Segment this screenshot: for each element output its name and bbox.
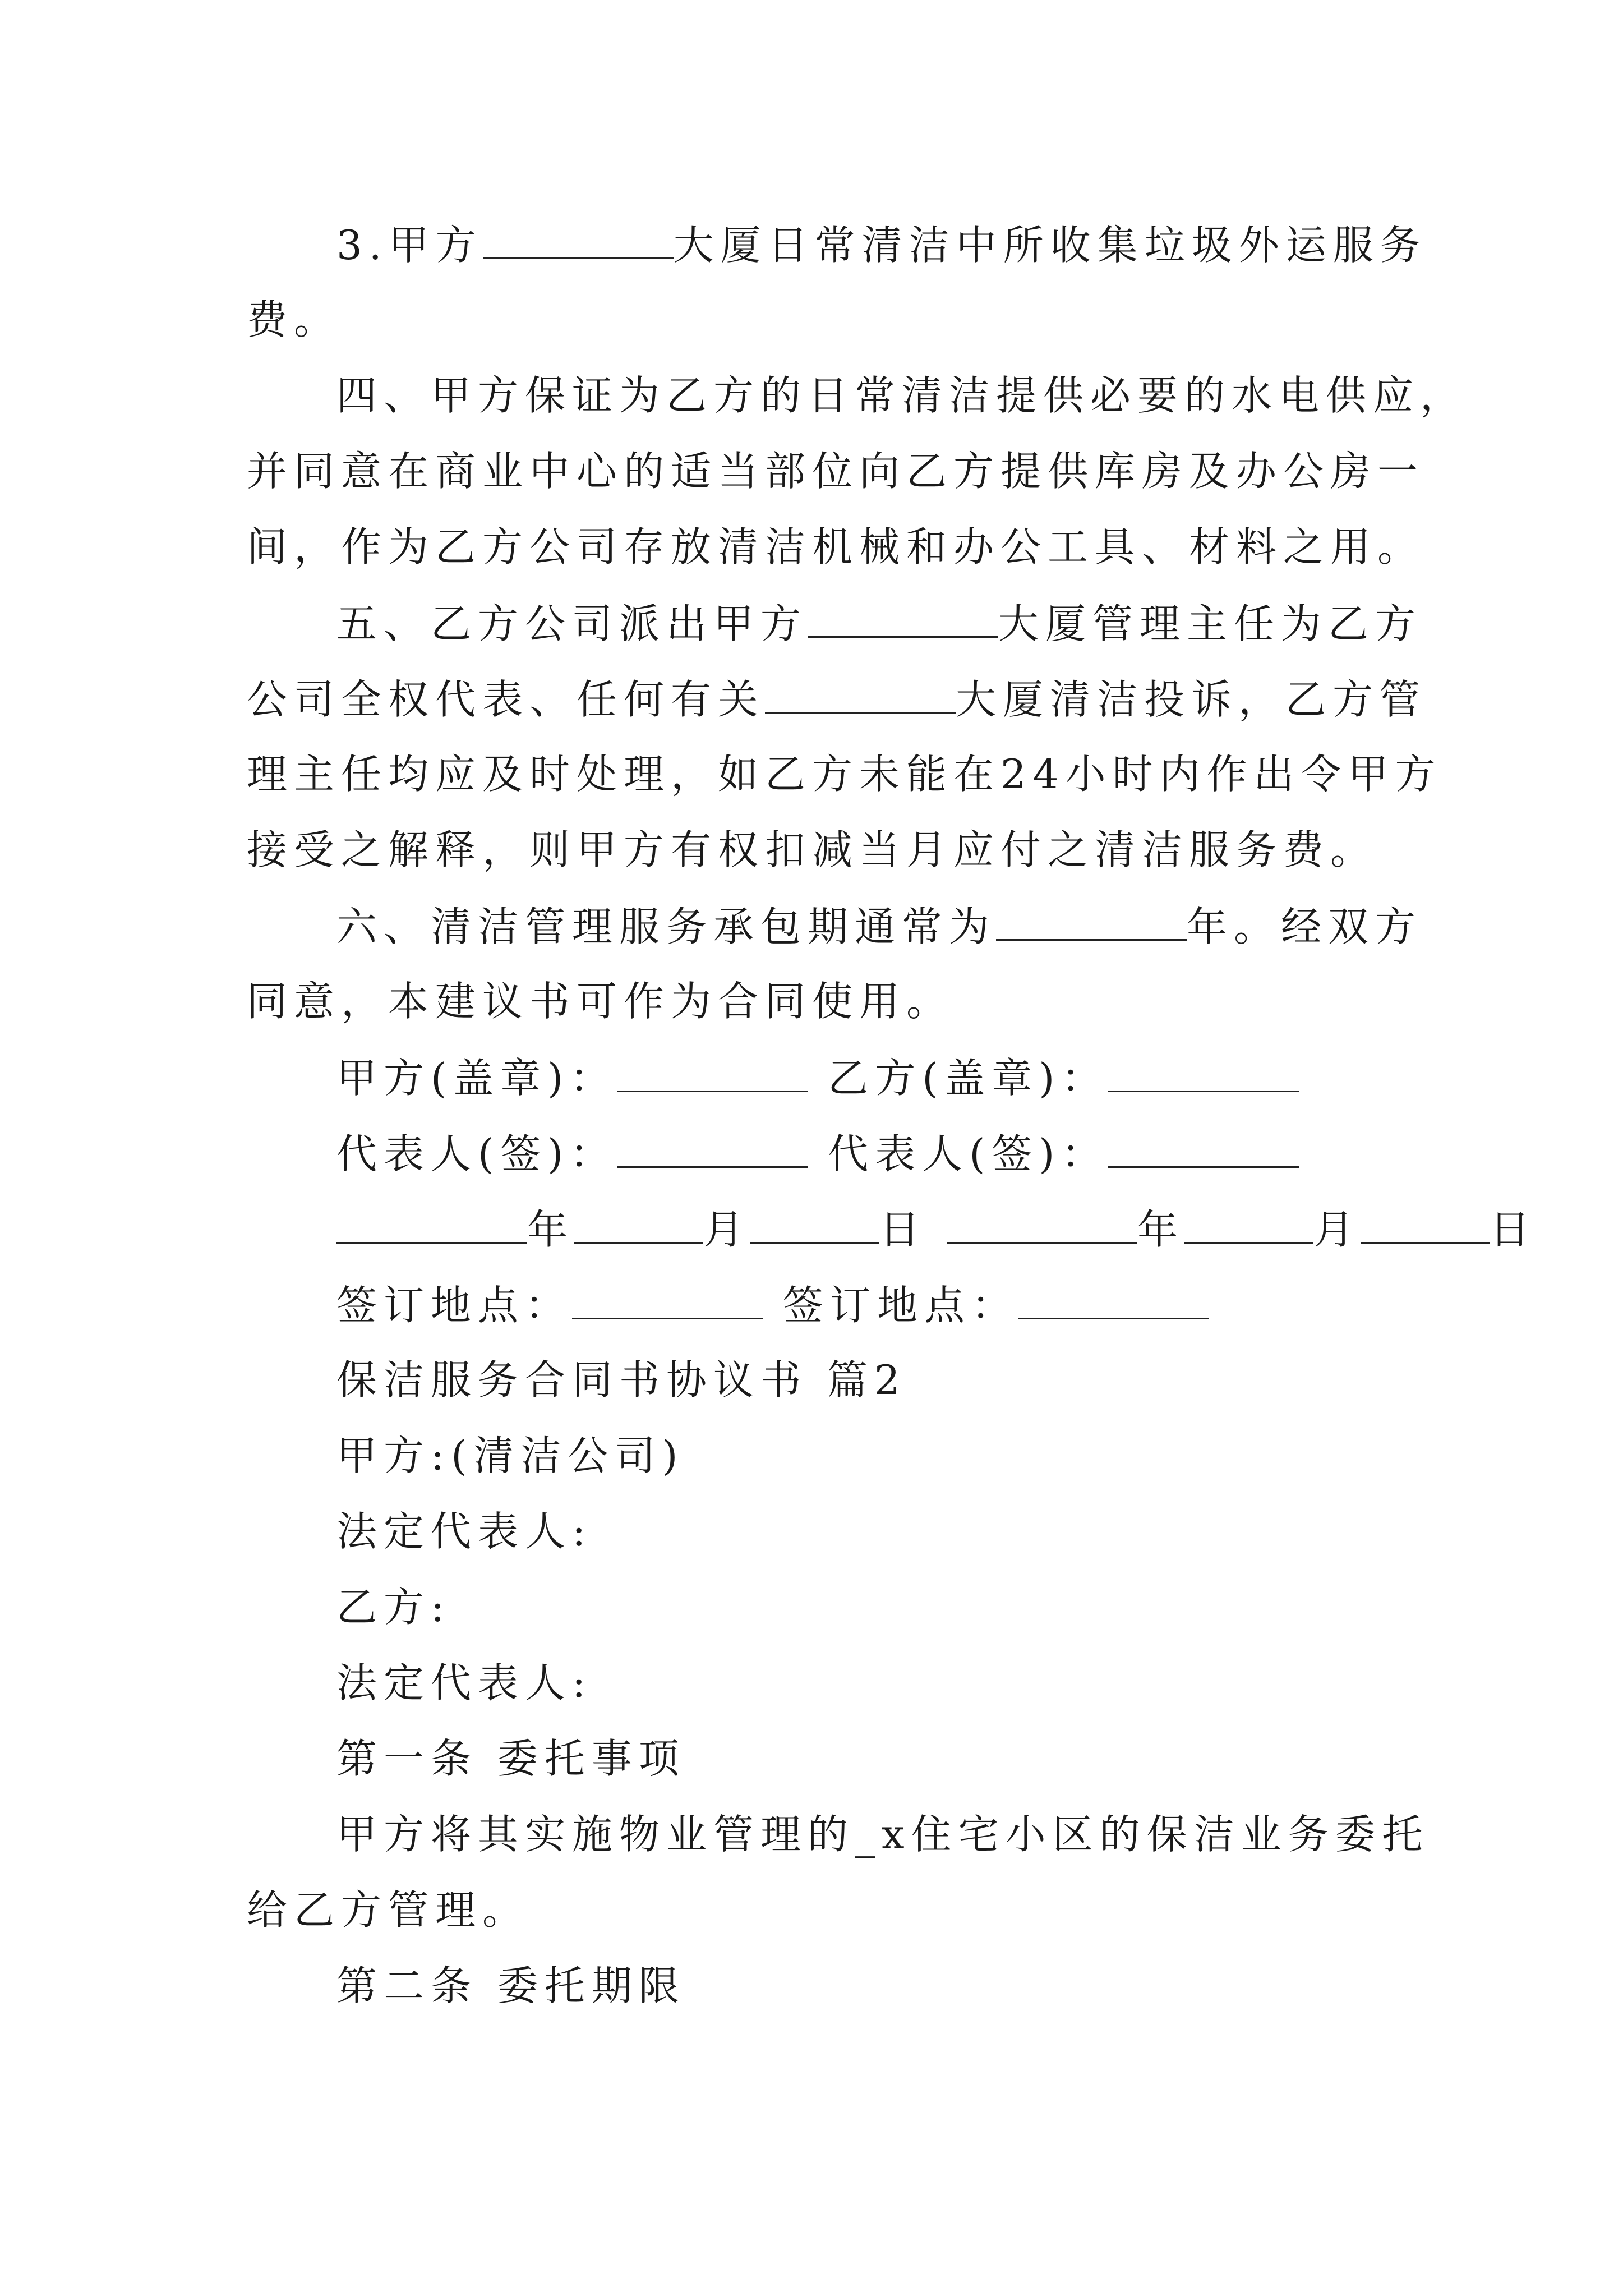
clause-3-line xyxy=(336,222,1427,268)
clause-3-text: 大厦日常清洁中所收集垃圾外运服务 xyxy=(673,222,1427,269)
article-1-line-1: 甲方将其实施物业管理的_x住宅小区的保洁业务委托 xyxy=(336,1811,1430,1858)
clause-6-prefix: 六、清洁管理服务承包期通常为 xyxy=(336,903,997,950)
blank-field xyxy=(765,676,956,714)
party-b-name: 乙方: xyxy=(336,1584,451,1631)
party-a-legal-rep: 法定代表人: xyxy=(336,1508,593,1555)
party-a-seal-label: 甲方(盖章)： xyxy=(336,1055,617,1102)
blank-field xyxy=(483,222,674,259)
blank-field xyxy=(336,1206,527,1244)
clause-5-line-3: 理主任均应及时处理，如乙方未能在24小时内作出令甲方 xyxy=(247,751,1442,798)
clause-5-line-2-prefix: 公司全权代表、任何有关 xyxy=(247,676,766,723)
blank-field xyxy=(808,600,998,638)
month-label: 月 xyxy=(703,1206,751,1253)
blank-field xyxy=(1108,1130,1299,1168)
party-b-place-label: 签订地点： xyxy=(783,1282,1019,1329)
clause-5-line-4: 接受之解释，则甲方有权扣减当月应付之清洁服务费。 xyxy=(247,826,1378,873)
blank-field xyxy=(750,1206,879,1244)
date-line xyxy=(336,1206,1537,1252)
month-label: 月 xyxy=(1313,1206,1361,1253)
section-title: 保洁服务合同书协议书 篇2 xyxy=(336,1356,907,1404)
blank-field xyxy=(1184,1206,1313,1244)
blank-field xyxy=(1108,1055,1299,1092)
year-label: 年 xyxy=(527,1206,575,1253)
clause-6-line-2: 同意，本建议书可作为合同使用。 xyxy=(247,978,954,1025)
clause-4-line-3: 间，作为乙方公司存放清洁机械和办公工具、材料之用。 xyxy=(247,523,1425,570)
clause-5-line-2-text: 大厦清洁投诉，乙方管 xyxy=(956,676,1427,723)
article-2-heading: 第二条 委托期限 xyxy=(336,1962,686,2009)
day-label: 日 xyxy=(1490,1206,1537,1253)
blank-field xyxy=(617,1130,808,1168)
party-a-name: 甲方:(清洁公司) xyxy=(336,1432,685,1479)
clause-4-line-2: 并同意在商业中心的适当部位向乙方提供库房及办公房一 xyxy=(247,448,1425,495)
blank-field xyxy=(947,1206,1137,1244)
blank-field xyxy=(574,1206,703,1244)
party-b-seal-label: 乙方(盖章)： xyxy=(828,1055,1109,1102)
article-1-line-2: 给乙方管理。 xyxy=(247,1887,530,1934)
party-a-rep-label: 代表人(签)： xyxy=(336,1130,617,1177)
clause-5-line-1 xyxy=(336,600,1422,646)
party-a-place-label: 签订地点： xyxy=(336,1282,573,1329)
clause-3-prefix: 3.甲方 xyxy=(336,222,483,269)
party-b-legal-rep: 法定代表人: xyxy=(336,1659,593,1706)
year-label: 年 xyxy=(1137,1206,1185,1253)
clause-3-cont: 费。 xyxy=(247,296,342,343)
clause-4-line-1: 四、甲方保证为乙方的日常清洁提供必要的水电供应， xyxy=(336,372,1468,419)
blank-field xyxy=(1018,1282,1209,1319)
blank-field xyxy=(572,1282,763,1319)
clause-5-text: 大厦管理主任为乙方 xyxy=(998,600,1423,647)
signing-place-line xyxy=(336,1282,1209,1328)
party-b-rep-label: 代表人(签)： xyxy=(828,1130,1109,1177)
blank-field xyxy=(996,903,1187,941)
representative-line xyxy=(336,1130,1299,1176)
blank-field xyxy=(1361,1206,1490,1244)
article-1-heading: 第一条 委托事项 xyxy=(336,1735,686,1782)
party-seal-line xyxy=(336,1055,1299,1101)
clause-5-line-2 xyxy=(247,676,1427,722)
blank-field xyxy=(617,1055,808,1092)
clause-6-text: 年。经双方 xyxy=(1187,903,1423,950)
day-label: 日 xyxy=(879,1206,927,1253)
clause-5-prefix: 五、乙方公司派出甲方 xyxy=(336,600,808,647)
clause-6-line-1 xyxy=(336,903,1422,949)
